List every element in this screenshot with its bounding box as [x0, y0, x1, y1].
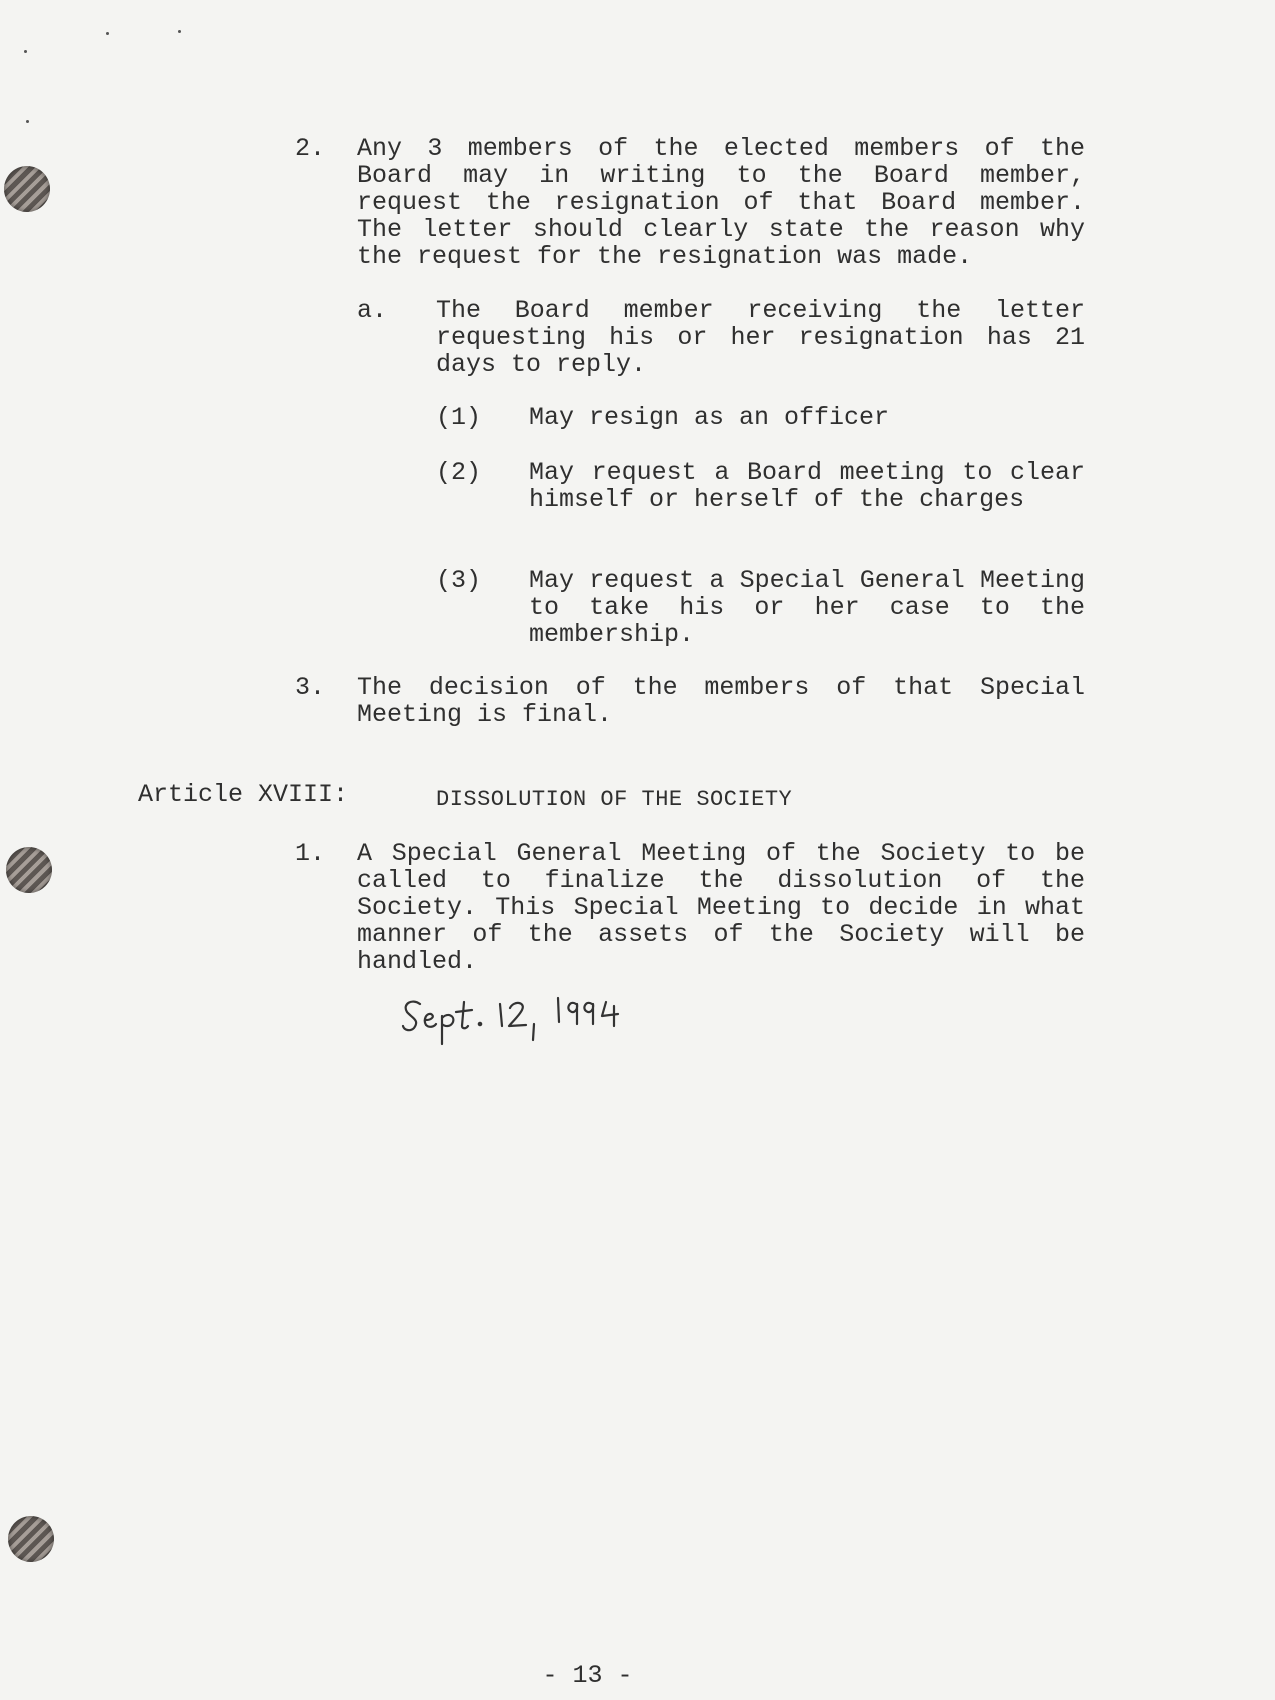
item-3-text: The decision of the members of that Special Meeting is final.: [357, 673, 1085, 729]
option-1-text: May resign as an officer: [529, 403, 890, 432]
option-2-text: May request a Board meeting to clear himself or herself of the charges: [529, 458, 1085, 514]
article-label: Article XVIII:: [138, 780, 349, 809]
speck: [24, 50, 27, 53]
article-item-1-text: A Special General Meeting of the Society to be called to finalize the dissolution of the Society. This Special Meeting to decide in what manner of the assets of the Society will be handled.: [357, 839, 1085, 976]
speck: [26, 120, 29, 123]
option-1-number: (1): [436, 403, 482, 432]
article-title: DISSOLUTION OF THE SOCIETY: [436, 787, 793, 812]
item-2-number: 2.: [295, 134, 326, 163]
article-item-1-number: 1.: [295, 839, 326, 868]
punch-hole-top: [4, 166, 50, 212]
item-2a-text: The Board member receiving the letter requesting his or her resignation has 21 days to reply.: [436, 296, 1085, 379]
item-3-number: 3.: [295, 673, 326, 702]
item-2-text: Any 3 members of the elected members of the Board may in writing to the Board member, request the resignation of that Board member. The letter should clearly state the reason why the request for the resignation was made.: [357, 134, 1085, 271]
speck: [106, 32, 109, 35]
page-number: - 13 -: [542, 1661, 633, 1690]
option-3-text: May request a Special General Meeting to take his or her case to the membership.: [529, 566, 1085, 649]
item-2a-letter: a.: [357, 296, 388, 325]
option-2-number: (2): [436, 458, 482, 487]
option-3-number: (3): [436, 566, 482, 595]
handwritten-date: [400, 990, 670, 1050]
punch-hole-middle: [6, 847, 52, 893]
punch-hole-bottom: [8, 1516, 54, 1562]
speck: [178, 30, 181, 33]
